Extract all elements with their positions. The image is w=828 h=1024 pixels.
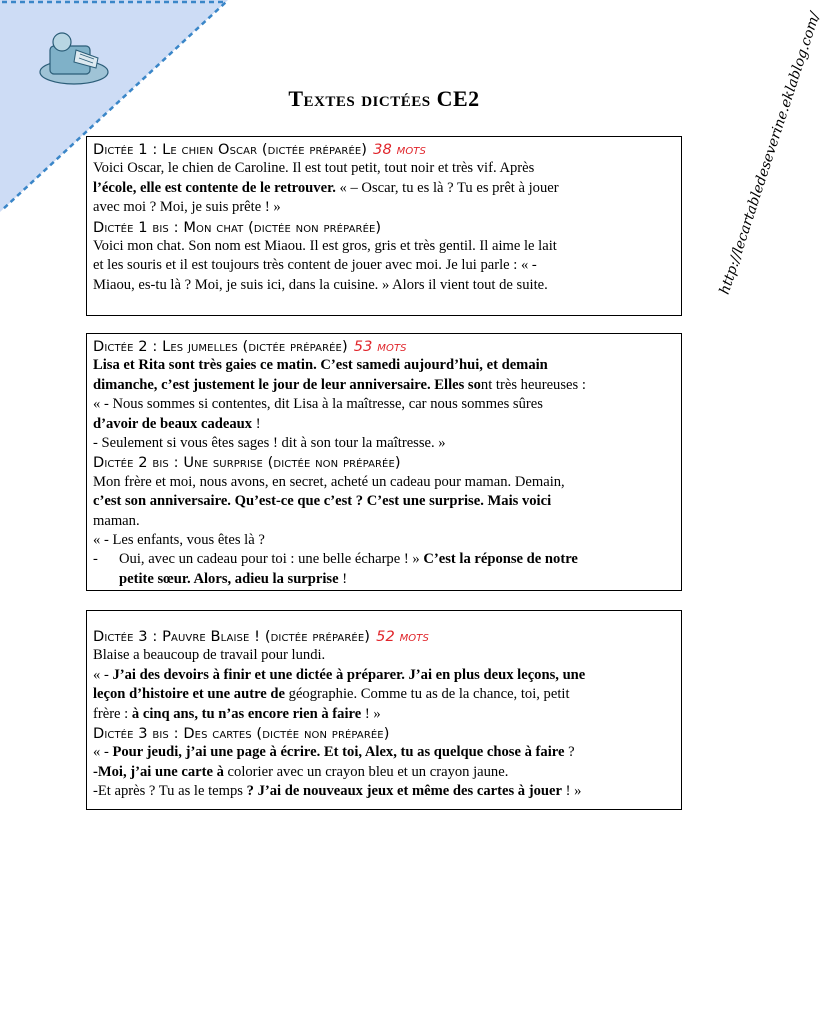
text-run: Voici Oscar, le chien de Caroline. Il est tout petit, tout noir et très vif. Après xyxy=(93,160,535,177)
word-count: 38 mots xyxy=(373,141,426,158)
text-line xyxy=(93,415,675,434)
text-run: - Seulement si vous êtes sages ! dit à son tour la maîtresse. » xyxy=(93,435,446,452)
text-line xyxy=(93,666,675,685)
text-run: C’est la réponse de notre xyxy=(419,551,578,568)
text-run: d’avoir de beaux cadeaux xyxy=(93,415,253,432)
text-run: ? J’ai de nouveaux jeux et même des cartes à jouer xyxy=(246,783,562,800)
text-run: leçon d’histoire et une autre de xyxy=(93,686,289,703)
page-title: Textes dictées CE2 xyxy=(288,86,480,111)
dictee-heading xyxy=(93,140,675,159)
text-run: l’école, elle est contente de le retrouver. xyxy=(93,179,336,196)
text-run: colorier avec un crayon bleu et un crayon jaune. xyxy=(223,763,509,780)
text-run: -Et après ? Tu as le temps xyxy=(93,783,247,800)
text-line xyxy=(93,395,675,414)
text-run: frère : xyxy=(93,705,132,722)
text-line xyxy=(93,782,675,801)
text-run: ! xyxy=(338,570,348,587)
text-run: avec moi ? Moi, je suis prête ! » xyxy=(93,199,281,216)
text-run: ? xyxy=(564,744,575,761)
text-run: Pour jeudi, j’ai une page à écrire. Et toi, Alex, tu as quelque chose à faire xyxy=(112,744,565,761)
dictee-box-3 xyxy=(86,610,682,810)
text-run: petite sœur. Alors, adieu la surprise xyxy=(119,570,339,587)
dictee-heading-text: Dictée 2 : Les jumelles (dictée préparée) xyxy=(93,338,348,355)
dictee-heading-text: Dictée 3 : Pauvre Blaise ! (dictée préparée) xyxy=(93,628,371,645)
text-run: dimanche, c’est justement le jour de leur anniversaire. Elles so xyxy=(93,376,481,393)
dictee-bis-heading: Dictée 3 bis : Des cartes (dictée non préparée) xyxy=(93,725,390,743)
text-run: Oui, avec un cadeau pour toi : une belle écharpe ! » xyxy=(119,551,420,568)
text-line xyxy=(93,256,675,275)
dictee-box-2 xyxy=(86,333,682,591)
text-run: maman. xyxy=(93,512,140,529)
text-line xyxy=(93,356,675,375)
text-line xyxy=(93,512,675,531)
list-dash: - xyxy=(93,551,98,568)
text-run: Miaou, es-tu là ? Moi, je suis ici, dans la cuisine. » Alors il vient tout de suite. xyxy=(93,276,548,293)
text-line xyxy=(93,159,675,178)
text-line xyxy=(93,237,675,256)
word-count: 53 mots xyxy=(353,338,407,355)
text-run: ! » xyxy=(561,783,582,800)
text-run: ! » xyxy=(361,705,381,722)
text-line xyxy=(93,531,675,550)
text-line xyxy=(93,276,675,295)
text-line xyxy=(93,198,675,217)
text-run: c’est son anniversaire. Qu’est-ce que c’est ? C’est une surprise. Mais voici xyxy=(93,493,552,510)
text-line xyxy=(93,179,675,198)
dictee-heading xyxy=(93,337,675,356)
text-line xyxy=(93,763,675,782)
dictee-bis-heading: Dictée 2 bis : Une surprise (dictée non préparée) xyxy=(93,454,401,472)
dictee-box-1 xyxy=(86,136,682,316)
text-run: Mon frère et moi, nous avons, en secret, acheté un cadeau pour maman. Demain, xyxy=(93,473,565,490)
word-count: 52 mots xyxy=(376,628,429,645)
text-run: ! xyxy=(252,415,261,432)
text-run: -Moi, j’ai une carte à xyxy=(93,763,224,780)
text-run: « - Les enfants, vous êtes là ? xyxy=(93,532,265,549)
text-run: « – Oscar, tu es là ? Tu es prêt à jouer xyxy=(335,179,559,196)
text-run: « - xyxy=(93,744,113,761)
text-line xyxy=(93,570,675,589)
dictee-heading xyxy=(93,627,675,646)
text-line xyxy=(93,685,675,704)
text-line xyxy=(93,434,675,453)
text-run: géographie. Comme tu as de la chance, toi, petit xyxy=(288,686,570,703)
text-run: à cinq ans, tu n’as encore rien à faire xyxy=(131,705,362,722)
text-run: nt très heureuses : xyxy=(480,376,586,393)
text-line xyxy=(93,492,675,511)
text-line xyxy=(93,550,675,569)
text-line xyxy=(93,646,675,665)
dictee-heading-text: Dictée 1 : Le chien Oscar (dictée préparée) xyxy=(93,141,368,158)
side-url: http://lecartabledeseverine.eklablog.com/ xyxy=(716,10,824,297)
text-run: « - xyxy=(93,666,113,683)
text-run: « - Nous sommes si contentes, dit Lisa à la maîtresse, car nous sommes sûres xyxy=(93,396,543,413)
dictee-bis-heading: Dictée 1 bis : Mon chat (dictée non préparée) xyxy=(93,218,382,236)
text-line xyxy=(93,743,675,762)
text-line xyxy=(93,473,675,492)
text-run: J’ai des devoirs à finir et une dictée à préparer. J’ai en plus deux leçons, une xyxy=(112,666,586,683)
text-run: et les souris et il est toujours très content de jouer avec moi. Je lui parle : « - xyxy=(93,257,537,274)
text-run: Blaise a beaucoup de travail pour lundi. xyxy=(93,647,326,664)
text-run: Lisa et Rita sont très gaies ce matin. C’est samedi aujourd’hui, et demain xyxy=(93,357,548,374)
text-line xyxy=(93,705,675,724)
text-run: Voici mon chat. Son nom est Miaou. Il est gros, gris et très gentil. Il aime le lait xyxy=(93,238,557,255)
text-line xyxy=(93,376,675,395)
